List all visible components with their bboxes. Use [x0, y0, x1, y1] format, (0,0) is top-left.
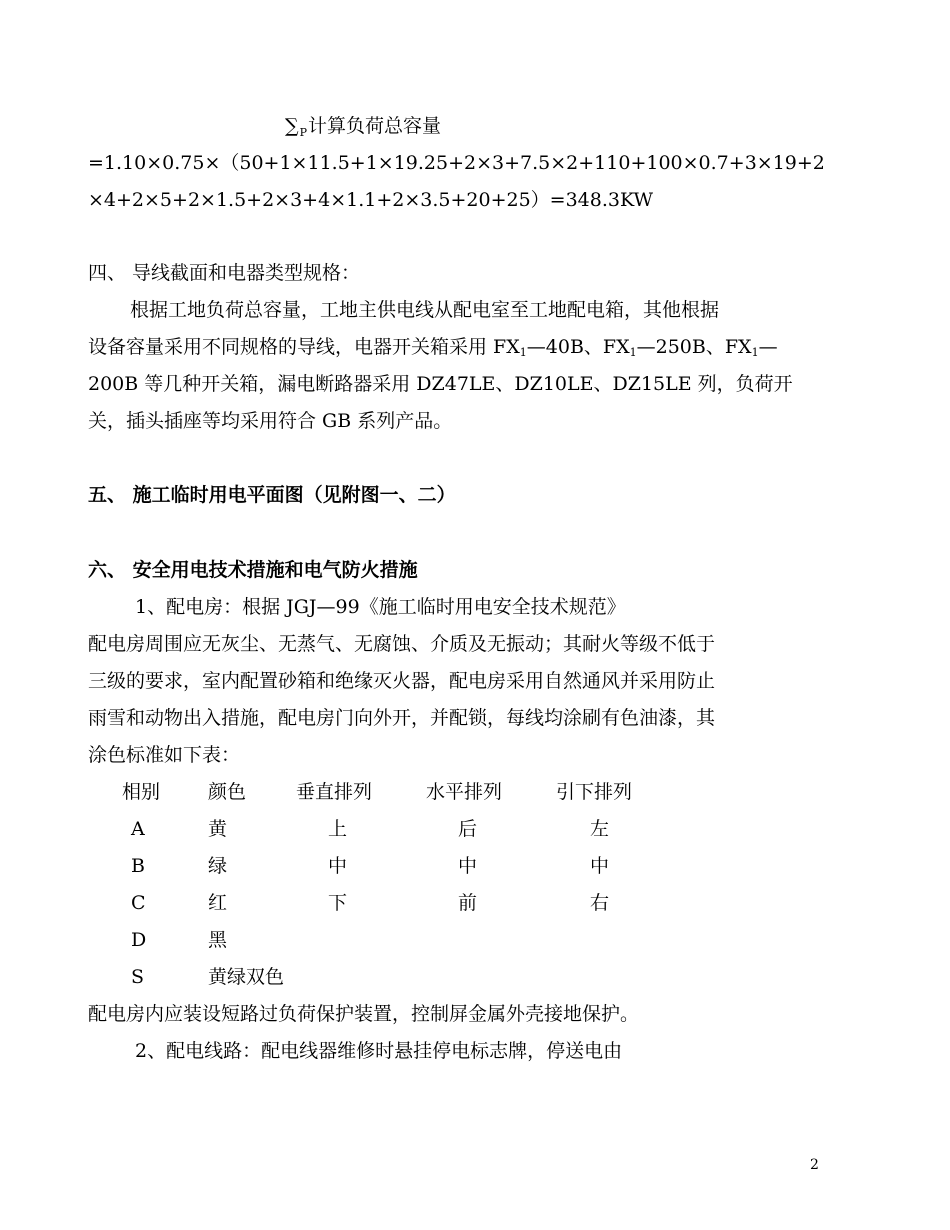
- section-6-paragraph-line-2: 三级的要求，室内配置砂箱和绝缘灭火器，配电房采用自然通风并采用防止: [88, 670, 716, 692]
- sigma-symbol: ∑: [285, 115, 299, 137]
- table-header: 水平排列: [426, 781, 503, 803]
- text-segment: 设备容量采用不同规格的导线，电器开关箱采用 FX: [88, 336, 520, 358]
- table-cell: 上: [328, 818, 348, 840]
- section-4-paragraph-line-1: 根据工地负荷总容量，工地主供电线从配电室至工地配电箱，其他根据: [130, 299, 720, 321]
- formula-line-2: ×4+2×5+2×1.5+2×3+4×1.1+2×3.5+20+25）=348.3KW: [88, 189, 654, 211]
- table-cell: 黄: [208, 818, 228, 840]
- formula-title-text: 计算负荷总容量: [307, 115, 441, 137]
- table-cell: 左: [590, 818, 610, 840]
- section-6-paragraph-line-1: 配电房周围应无灰尘、无蒸气、无腐蚀、介质及无振动；其耐火等级不低于: [88, 633, 716, 655]
- section-4-paragraph-line-2: [88, 334, 778, 360]
- table-cell: 下: [328, 892, 348, 914]
- page-number: 2: [810, 1157, 819, 1173]
- table-cell: 中: [328, 855, 348, 877]
- section-6-paragraph-line-3: 雨雪和动物出入措施，配电房门向外开，并配锁，每线均涂刷有色油漆，其: [88, 707, 716, 729]
- subscript: 1: [751, 346, 759, 359]
- text-segment: —: [758, 336, 778, 358]
- table-cell: B: [131, 855, 145, 877]
- table-cell: 右: [590, 892, 610, 914]
- formula-line-1: =1.10×0.75×（50+1×11.5+1×19.25+2×3+7.5×2+110+100×0.7+3×19+2: [88, 152, 825, 174]
- table-cell: 前: [458, 892, 478, 914]
- table-cell: S: [131, 966, 145, 988]
- section-6-item-1-title: 1、配电房：根据 JGJ—99《施工临时用电安全技术规范》: [135, 596, 626, 618]
- subscript: 1: [519, 346, 527, 359]
- table-cell: D: [131, 929, 147, 951]
- section-5-heading: 五、 施工临时用电平面图（见附图一、二）: [88, 484, 456, 506]
- table-cell: 红: [208, 892, 228, 914]
- table-header: 颜色: [208, 781, 247, 803]
- formula-title: [285, 113, 441, 139]
- table-cell: 中: [458, 855, 478, 877]
- table-cell: 后: [458, 818, 478, 840]
- subscript: 1: [629, 346, 637, 359]
- section-4-paragraph-line-3: 200B 等几种开关箱，漏电断路器采用 DZ47LE、DZ10LE、DZ15LE 列，负荷开: [88, 373, 793, 395]
- table-cell: A: [131, 818, 145, 840]
- section-6-item-2-title: 2、配电线路：配电线器维修时悬挂停电标志牌，停送电由: [135, 1040, 623, 1062]
- section-6-paragraph-line-4: 涂色标准如下表：: [88, 744, 241, 766]
- table-cell: 黑: [208, 929, 228, 951]
- table-header: 引下排列: [556, 781, 633, 803]
- table-cell: 黄绿双色: [208, 966, 285, 988]
- sigma-subscript: P: [299, 126, 307, 139]
- table-header: 相别: [122, 781, 161, 803]
- section-4-heading: 四、 导线截面和电器类型规格：: [88, 262, 361, 284]
- table-cell: 中: [590, 855, 610, 877]
- section-6-heading: 六、 安全用电技术措施和电气防火措施: [88, 559, 418, 581]
- text-segment: —40B、FX: [526, 336, 630, 358]
- table-header: 垂直排列: [296, 781, 373, 803]
- table-cell: 绿: [208, 855, 228, 877]
- table-cell: C: [131, 892, 146, 914]
- section-4-paragraph-line-4: 关，插头插座等均采用符合 GB 系列产品。: [88, 410, 453, 432]
- section-6-after-table: 配电房内应装设短路过负荷保护装置，控制屏金属外壳接地保护。: [88, 1003, 640, 1025]
- text-segment: —250B、FX: [636, 336, 752, 358]
